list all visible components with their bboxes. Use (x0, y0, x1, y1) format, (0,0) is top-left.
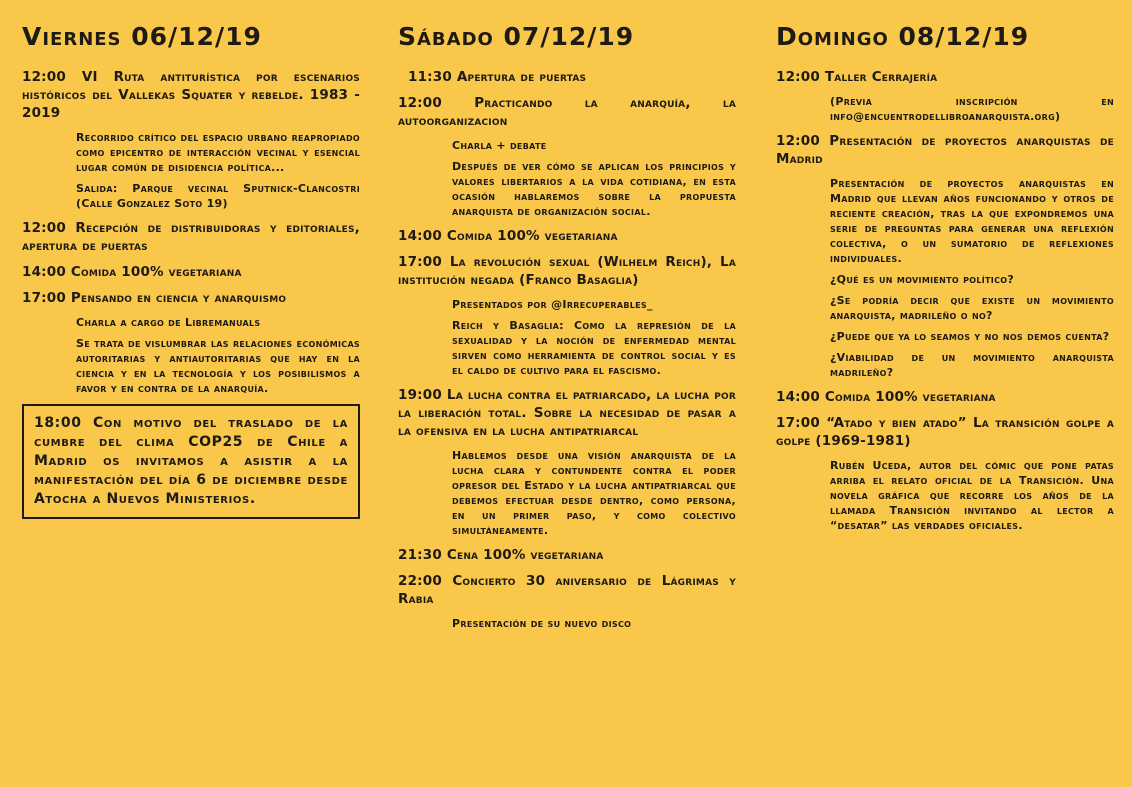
event-item (776, 132, 1114, 380)
column-sabado (398, 22, 736, 639)
event-question: ¿Viabilidad de un movimiento anarquista madrileño? (830, 351, 1114, 379)
event-heading: 19:00 La lucha contra el patriarcado, la lucha por la liberación total. Sobre la necesidad de pasar a la ofensiva en la lucha antipatriarcal (398, 387, 736, 439)
event-description: Recorrido crítico del espacio urbano reapropiado como epicentro de interacción vecinal y esencial lugar común de disidencia política... (76, 131, 360, 174)
event-item (22, 68, 360, 211)
manifestation-notice-box: 18:00 Con motivo del traslado de la cumbre del clima COP25 de Chile a Madrid os invitamos a asistir a la manifestación del día 6 de diciembre desde Atocha a Nuevos Ministerios. (22, 404, 360, 519)
event-registration-note: (Previa inscripción en info@encuentrodellibroanarquista.org) (830, 95, 1114, 123)
event-question: ¿Puede que ya lo seamos y no nos demos cuenta? (830, 330, 1110, 343)
column-viernes (22, 22, 360, 519)
event-item (22, 219, 360, 255)
event-item (398, 253, 736, 378)
event-description: Rubén Uceda, autor del cómic que pone patas arriba el relato oficial de la Transición. Una novela gráfica que recorre los años de la llamada Transición invitando al lector a “desatar” las verdades oficiales. (830, 459, 1114, 532)
event-heading: 12:00 Recepción de distribuidoras y editoriales, apertura de puertas (22, 220, 360, 254)
event-description: Reich y Basaglia: Como la represión de la sexualidad y la noción de enfermedad mental sirven como herramienta de control social y es el caldo de cultivo para el fascismo. (452, 319, 736, 377)
event-speaker: Presentados por @Irrecuperables_ (452, 298, 653, 311)
event-heading: 22:00 Concierto 30 aniversario de Lágrimas y Rabia (398, 573, 736, 607)
event-question: ¿Qué es un movimiento político? (830, 273, 1015, 286)
event-heading: 17:00 La revolución sexual (Wilhelm Reich), La institución negada (Franco Basaglia) (398, 254, 736, 288)
event-description: Presentación de proyectos anarquistas en Madrid que llevan años funcionando y otros de reciente creación, tras la que expondremos una serie de preguntas para generar una reflexión colectiva, o un sumatorio de reflexiones individuales. (830, 177, 1114, 265)
day-title: Viernes 06/12/19 (22, 22, 262, 51)
event-description: Se trata de vislumbrar las relaciones económicas autoritarias y antiautoritarias que hay en la ciencia y en la tecnología y los posibilismos a favor y en contra de la anarquía. (76, 337, 360, 395)
event-heading: 14:00 Comida 100% vegetariana (398, 228, 618, 244)
event-heading: 12:00 Presentación de proyectos anarquistas de Madrid (776, 133, 1114, 167)
event-item (398, 572, 736, 631)
event-heading: 17:00 “Atado y bien atado” La transición golpe a golpe (1969-1981) (776, 415, 1114, 449)
event-description: Presentación de su nuevo disco (452, 617, 632, 630)
event-item (398, 68, 736, 86)
event-heading: 12:00 Practicando la anarquía, la autoorganizacion (398, 95, 736, 129)
event-item (398, 546, 736, 564)
event-item (398, 94, 736, 219)
event-heading: 12:00 Taller Cerrajería (776, 69, 938, 85)
event-heading: 14:00 Comida 100% vegetariana (776, 389, 996, 405)
event-item (776, 388, 1114, 406)
event-heading: 21:30 Cena 100% vegetariana (398, 547, 604, 563)
event-speaker: Charla a cargo de Libremanuals (76, 316, 261, 329)
event-item (398, 227, 736, 245)
day-title: Domingo 08/12/19 (776, 22, 1030, 51)
event-location: Salida: Parque vecinal Sputnick-Clancostri (Calle Gonzalez Soto 19) (76, 182, 360, 210)
event-item (776, 414, 1114, 533)
day-title: Sábado 07/12/19 (398, 22, 635, 51)
event-description: Después de ver cómo se aplican los principios y valores libertarios a la vida cotidiana, en esta ocasión hablaremos sobre la propuesta anarquista de organización social. (452, 160, 736, 218)
event-question: ¿Se podría decir que existe un movimiento anarquista, madrileño o no? (830, 294, 1114, 322)
event-heading: 12:00 VI Ruta antiturística por escenarios históricos del Vallekas Squater y rebelde. 1983 - 2019 (22, 69, 360, 121)
event-format: Charla + debate (452, 139, 547, 152)
event-item (398, 386, 736, 538)
event-description: Hablemos desde una visión anarquista de la lucha clara y contundente contra el poder opresor del Estado y la lucha antipatriarcal que debemos efectuar desde dentro, como persona, en un primer paso, y como colectivo simultáneamente. (452, 449, 736, 537)
column-domingo (776, 22, 1114, 541)
event-item (776, 68, 1114, 124)
event-item (22, 263, 360, 281)
event-heading: 17:00 Pensando en ciencia y anarquismo (22, 290, 287, 306)
event-heading: 14:00 Comida 100% vegetariana (22, 264, 242, 280)
event-item (22, 289, 360, 396)
event-heading: 11:30 Apertura de puertas (408, 69, 587, 85)
